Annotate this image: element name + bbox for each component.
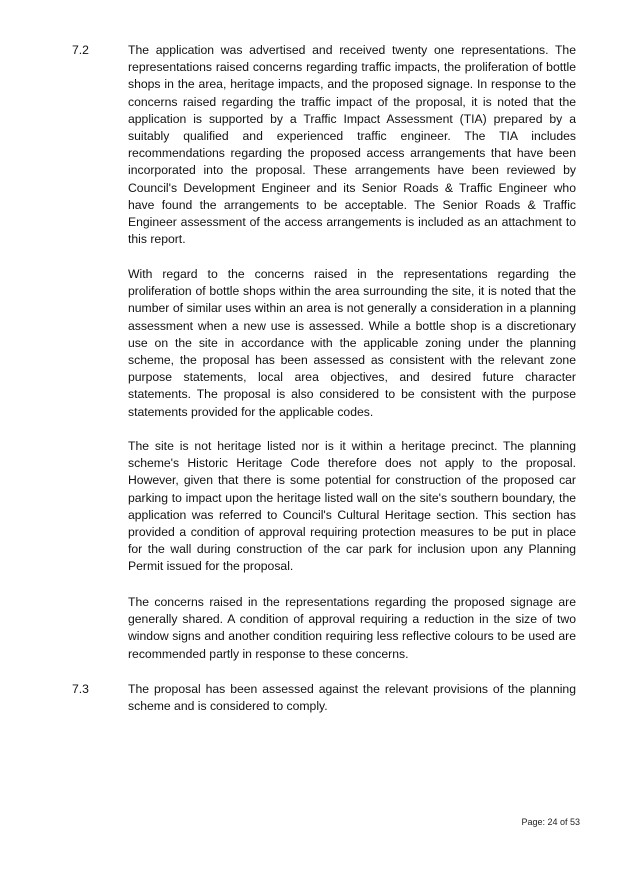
paragraph-traffic: The application was advertised and received twenty one representations. The representations raised concerns regarding traffic impacts, the proliferation of bottle shops in the area, heritage impacts, and the proposed signage. In response to the concerns raised regarding the traffic impact of the proposal, it is noted that the application is supported by a Traffic Impact Assessment (TIA) prepared by a suitably qualified and experienced traffic engineer. The TIA includes recommendations regarding the proposed access arrangements that have been incorporated into the proposal. These arrangements have been reviewed by Council's Development Engineer and its Senior Roads & Traffic Engineer who have found the arrangements to be acceptable. The Senior Roads & Traffic Engineer assessment of the access arrangements is included as an attachment to this report.	[128, 43, 576, 247]
paragraph-signage: The concerns raised in the representations regarding the proposed signage are generally shared. A condition of approval requiring a reduction in the size of two window signs and another condition requiring less reflective colours to be used are recommended partly in response to these concerns.	[128, 595, 576, 661]
section-number: 7.3	[72, 682, 89, 696]
page-number: Page: 24 of 53	[521, 817, 580, 827]
section-number: 7.2	[72, 43, 89, 57]
paragraph-compliance: The proposal has been assessed against the relevant provisions of the planning scheme and is considered to comply.	[128, 682, 576, 714]
paragraph-bottle-shops: With regard to the concerns raised in the representations regarding the proliferation of bottle shops within the area surrounding the site, it is noted that the number of similar uses within an area is not generally a consideration in a planning assessment when a new use is assessed. While a bottle shop is a discretionary use on the site in accordance with the applicable zoning under the planning scheme, the proposal has been assessed as consistent with the relevant zone purpose statements, local area objectives, and desired future character statements. The proposal is also considered to be consistent with the purpose statements provided for the applicable codes.	[128, 267, 576, 419]
paragraph-heritage: The site is not heritage listed nor is it within a heritage precinct. The planning scheme's Historic Heritage Code therefore does not apply to the proposal. However, given that there is some potential for construction of the proposed car parking to impact upon the heritage listed wall on the site's southern boundary, the application was referred to Council's Cultural Heritage section. This section has provided a condition of approval requiring protection measures to be put in place for the wall during construction of the car park for inclusion upon any Planning Permit issued for the proposal.	[128, 439, 576, 574]
